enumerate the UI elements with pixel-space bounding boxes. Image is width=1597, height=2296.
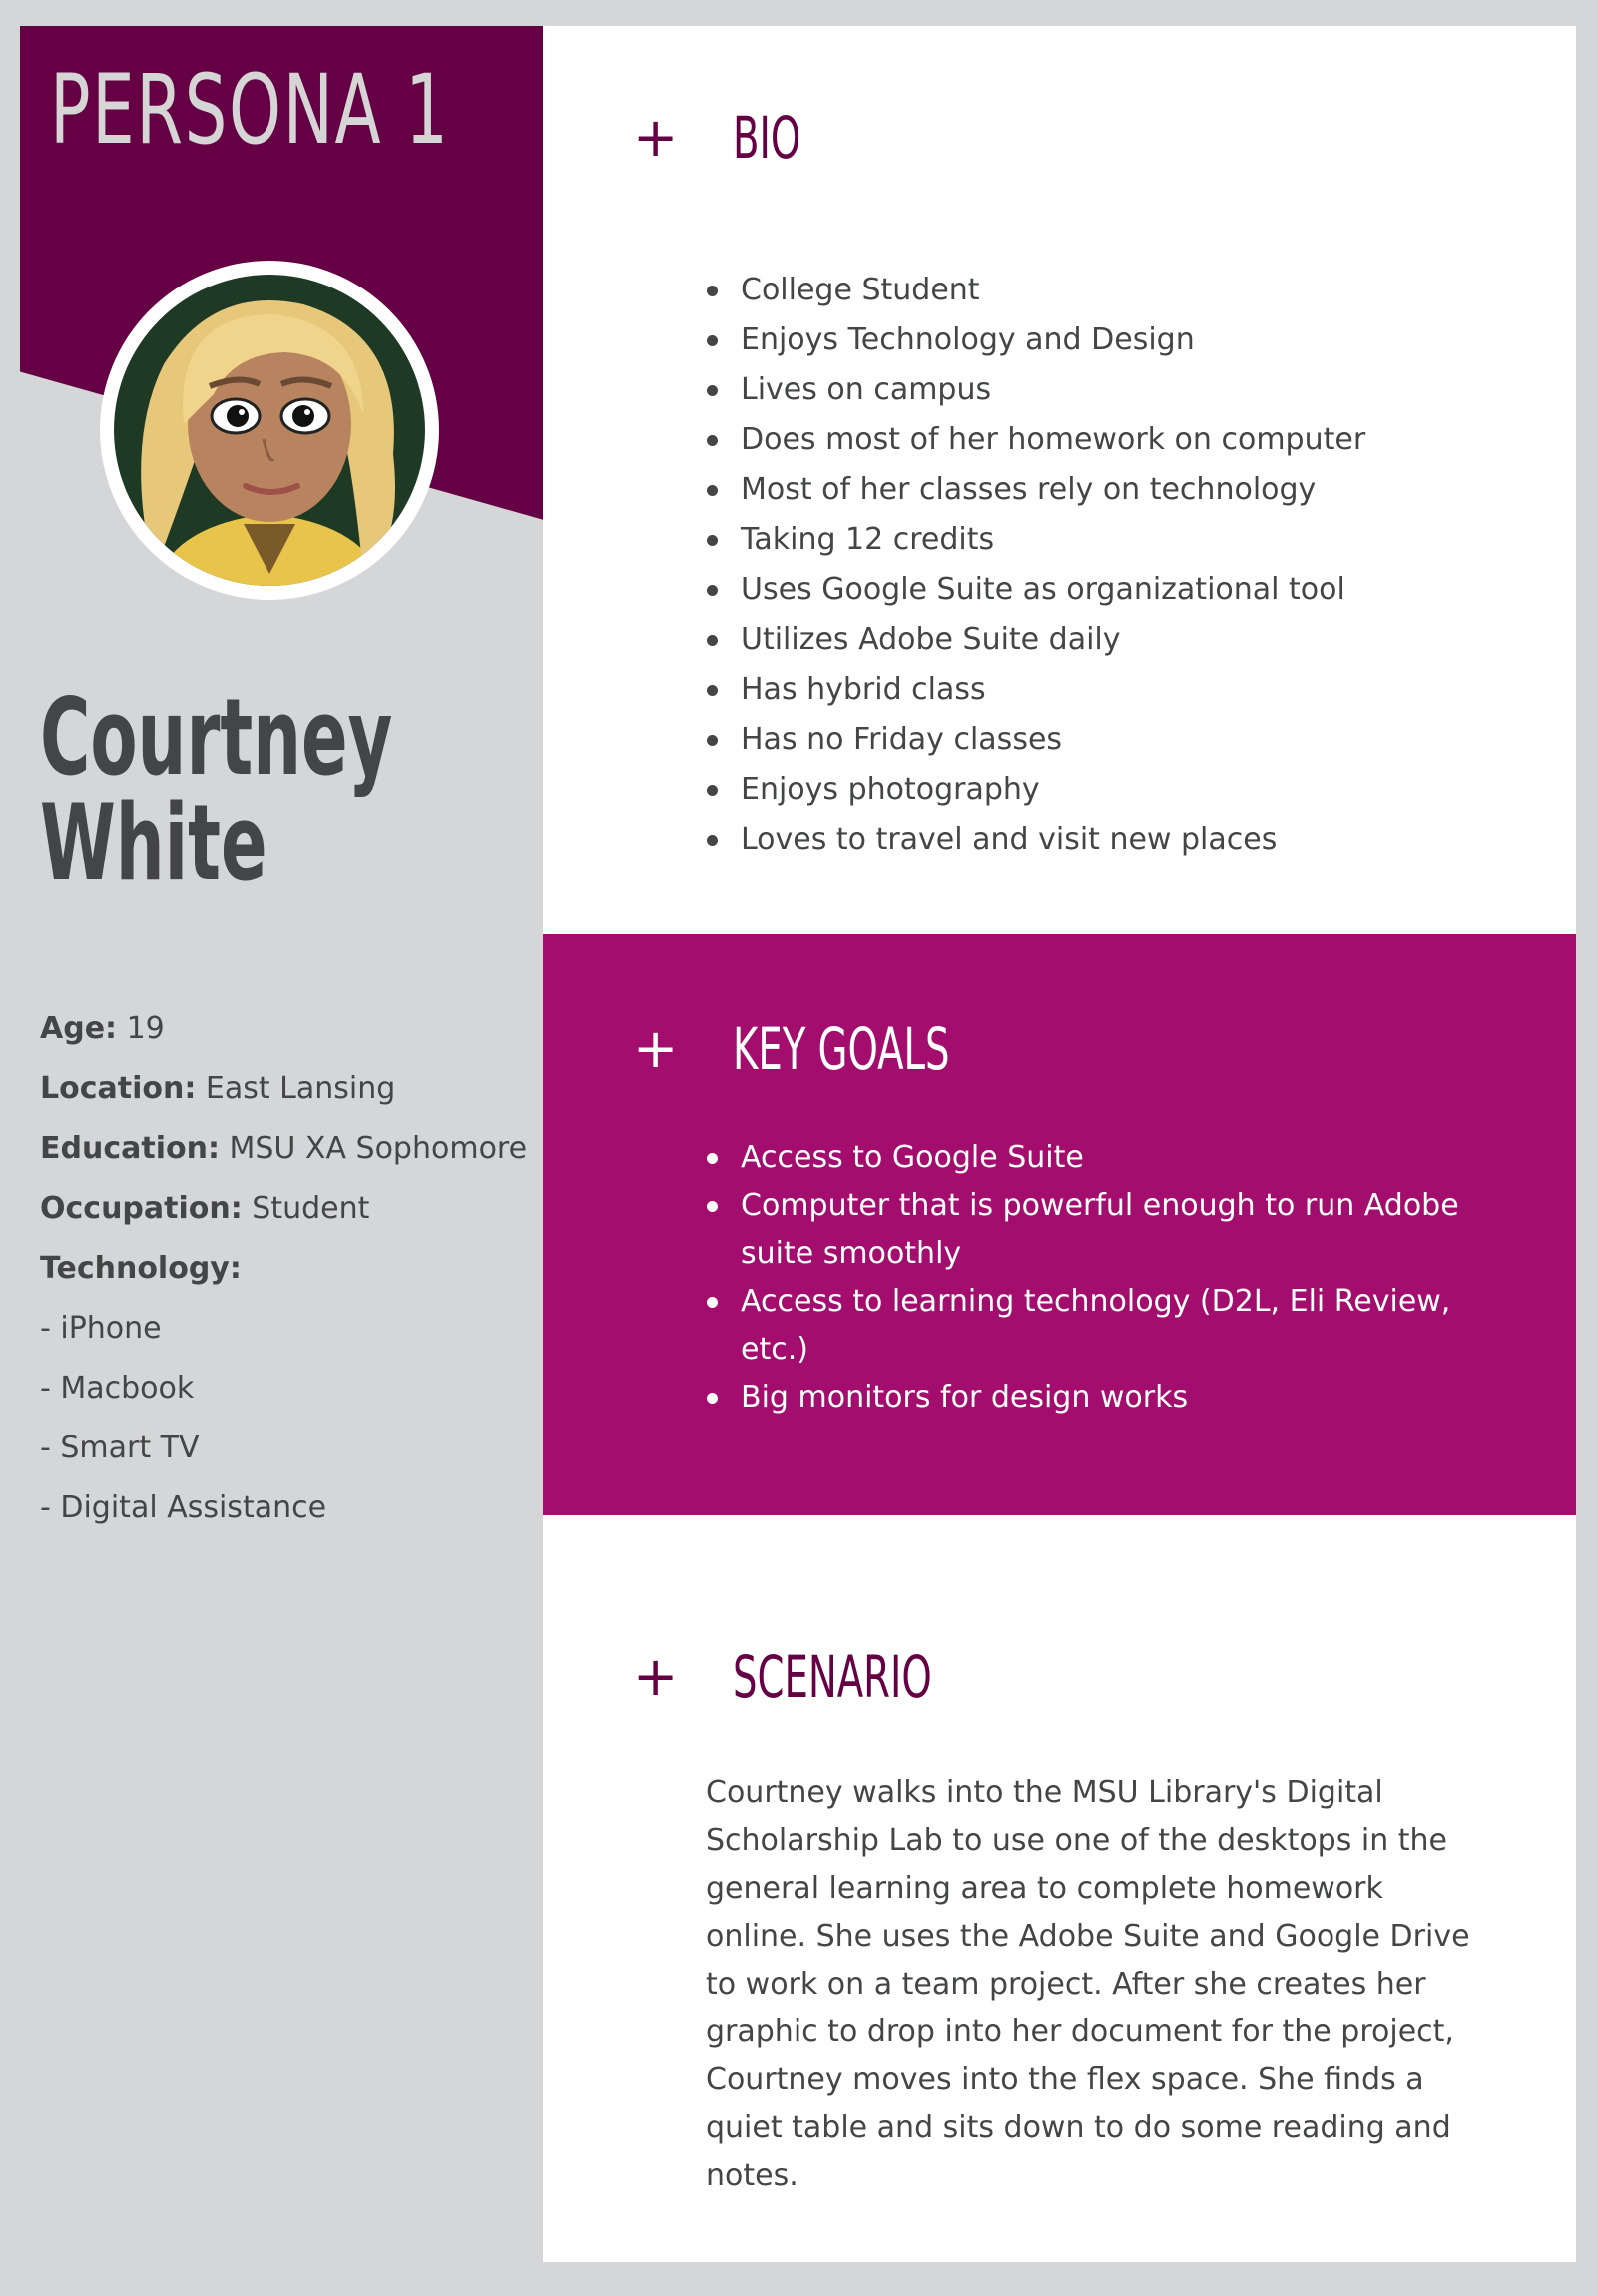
persona-details xyxy=(40,999,559,1538)
scenario-section xyxy=(543,1515,1576,2262)
persona-content xyxy=(543,26,1576,2262)
plus-icon: + xyxy=(633,106,679,169)
detail-label: Technology: xyxy=(40,1251,242,1286)
detail-value: MSU XA Sophomore xyxy=(229,1131,528,1166)
scenario-text: Courtney walks into the MSU Library's Digital Scholarship Lab to use one of the desktops in the general learning area to complete homework online. She uses the Adobe Suite and Google Drive to work on a team project. After she creates her graphic to drop into her document for the project, Courtney moves into the flex space. She finds a quiet table and sits down to do some reading and notes. xyxy=(706,1775,1470,2193)
list-item: Taking 12 credits xyxy=(703,515,1471,565)
list-item: Does most of her homework on computer xyxy=(703,415,1471,465)
detail-value: East Lansing xyxy=(205,1071,396,1106)
list-item: Utilizes Adobe Suite daily xyxy=(703,615,1471,665)
detail-value: 19 xyxy=(126,1011,165,1046)
avatar xyxy=(100,261,439,600)
plus-icon: + xyxy=(633,1017,679,1080)
detail-value: Student xyxy=(252,1191,370,1226)
list-item: Big monitors for design works xyxy=(703,1374,1461,1422)
list-item: Access to learning technology (D2L, Eli Review, etc.) xyxy=(703,1278,1461,1374)
plus-icon: + xyxy=(633,1645,679,1708)
detail-label: Age: xyxy=(40,1011,118,1046)
persona-label: PERSONA 1 xyxy=(50,54,450,166)
bio-list xyxy=(703,266,1471,864)
list-item: Enjoys Technology and Design xyxy=(703,315,1471,365)
technology-item: - Smart TV xyxy=(40,1431,200,1465)
section-title: KEY GOALS xyxy=(733,1015,950,1083)
list-item: Has no Friday classes xyxy=(703,715,1471,765)
technology-item: - Macbook xyxy=(40,1371,195,1406)
detail-occupation xyxy=(40,1179,559,1239)
technology-item: - iPhone xyxy=(40,1311,162,1346)
list-item: Uses Google Suite as organizational tool xyxy=(703,565,1471,615)
list-item: Has hybrid class xyxy=(703,665,1471,715)
key-goals-list xyxy=(703,1134,1461,1422)
list-item: Access to Google Suite xyxy=(703,1134,1461,1182)
technology-item: - Digital Assistance xyxy=(40,1490,327,1525)
key-goals-section xyxy=(543,934,1576,1515)
section-title: BIO xyxy=(733,104,801,172)
detail-label: Occupation: xyxy=(40,1191,243,1226)
section-title: SCENARIO xyxy=(733,1643,932,1711)
detail-label: Education: xyxy=(40,1131,220,1166)
detail-label: Location: xyxy=(40,1071,197,1106)
bio-section xyxy=(543,26,1576,934)
list-item: College Student xyxy=(703,266,1471,315)
list-item: Computer that is powerful enough to run Adobe suite smoothly xyxy=(703,1182,1461,1278)
list-item: Most of her classes rely on technology xyxy=(703,465,1471,515)
persona-name: Courtney White xyxy=(40,676,393,904)
detail-technology xyxy=(40,1239,559,1299)
detail-age xyxy=(40,999,559,1059)
detail-education xyxy=(40,1119,559,1179)
list-item: Enjoys photography xyxy=(703,765,1471,815)
persona-sidebar xyxy=(20,26,544,2262)
detail-location xyxy=(40,1059,559,1119)
list-item: Lives on campus xyxy=(703,365,1471,415)
avatar-illustration xyxy=(114,275,425,586)
list-item: Loves to travel and visit new places xyxy=(703,815,1471,864)
